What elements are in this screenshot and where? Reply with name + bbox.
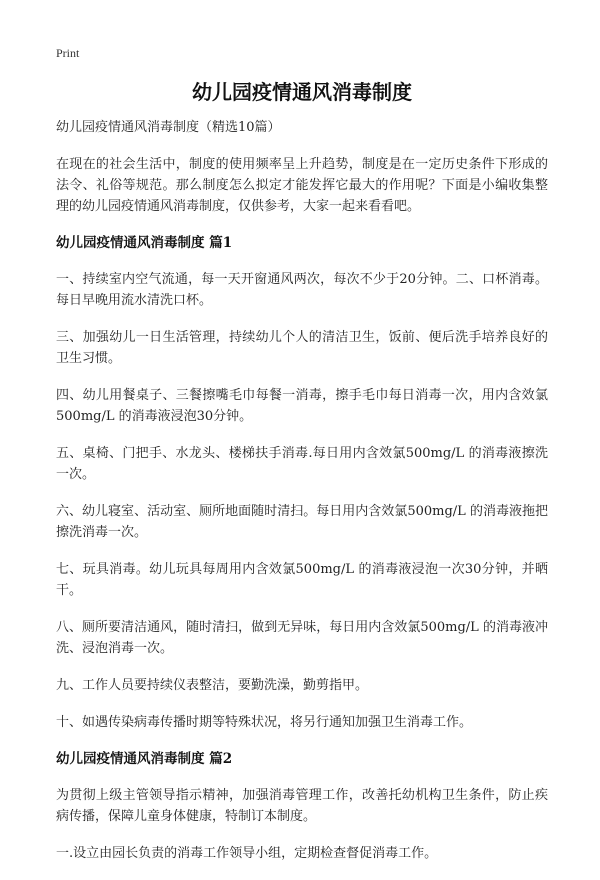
section-heading: 幼儿园疫情通风消毒制度 篇1 [56, 235, 233, 251]
document-subtitle: 幼儿园疫情通风消毒制度（精选10篇） [56, 120, 281, 135]
section-paragraph: 五、桌椅、门把手、水龙头、楼梯扶手消毒.每日用内含效氯500mg/L 的消毒液擦洗一次。 [56, 446, 548, 482]
print-label: Print [56, 46, 80, 60]
page-title: 幼儿园疫情通风消毒制度 [192, 80, 412, 104]
section-paragraph: 十、如遇传染病毒传播时期等特殊状况，将另行通知加强卫生消毒工作。 [56, 715, 473, 730]
document-body [56, 118, 548, 880]
section-heading: 幼儿园疫情通风消毒制度 篇2 [56, 751, 233, 767]
section-1 [56, 233, 548, 733]
section-2 [56, 749, 548, 864]
intro-paragraph: 在现在的社会生活中，制度的使用频率呈上升趋势，制度是在一定历史条件下形成的法令、礼俗等规范。那么制度怎么拟定才能发挥它最大的作用呢？下面是小编收集整理的幼儿园疫情通风消毒制度，仅供参考，大家一起来看看吧。 [56, 157, 548, 214]
section-paragraph: 为贯彻上级主管领导指示精神，加强消毒管理工作，改善托幼机构卫生条件，防止疾病传播，保障儿童身体健康，特制订本制度。 [56, 788, 548, 824]
section-paragraph: 六、幼儿寝室、活动室、厕所地面随时清扫。每日用内含效氯500mg/L 的消毒液拖把擦洗消毒一次。 [56, 504, 548, 540]
section-paragraph: 九、工作人员要持续仪表整洁，要勤洗澡，勤剪指甲。 [56, 678, 369, 693]
section-paragraph: 一.设立由园长负责的消毒工作领导小组，定期检查督促消毒工作。 [56, 846, 438, 861]
section-paragraph: 三、加强幼儿一日生活管理，持续幼儿个人的清洁卫生，饭前、便后洗手培养良好的卫生习惯。 [56, 330, 548, 366]
section-paragraph: 一、持续室内空气流通，每一天开窗通风两次，每次不少于20分钟。二、口杯消毒。每日早晚用流水清洗口杯。 [56, 272, 548, 308]
section-paragraph: 四、幼儿用餐桌子、三餐擦嘴毛巾每餐一消毒，擦手毛巾每日消毒一次，用内含效氯500mg/L 的消毒液浸泡30分钟。 [56, 388, 548, 424]
section-paragraph: 八、厕所要清洁通风，随时清扫，做到无异味，每日用内含效氯500mg/L 的消毒液冲洗、浸泡消毒一次。 [56, 620, 548, 656]
section-paragraph: 七、玩具消毒。幼儿玩具每周用内含效氯500mg/L 的消毒液浸泡一次30分钟，并晒干。 [56, 562, 548, 598]
